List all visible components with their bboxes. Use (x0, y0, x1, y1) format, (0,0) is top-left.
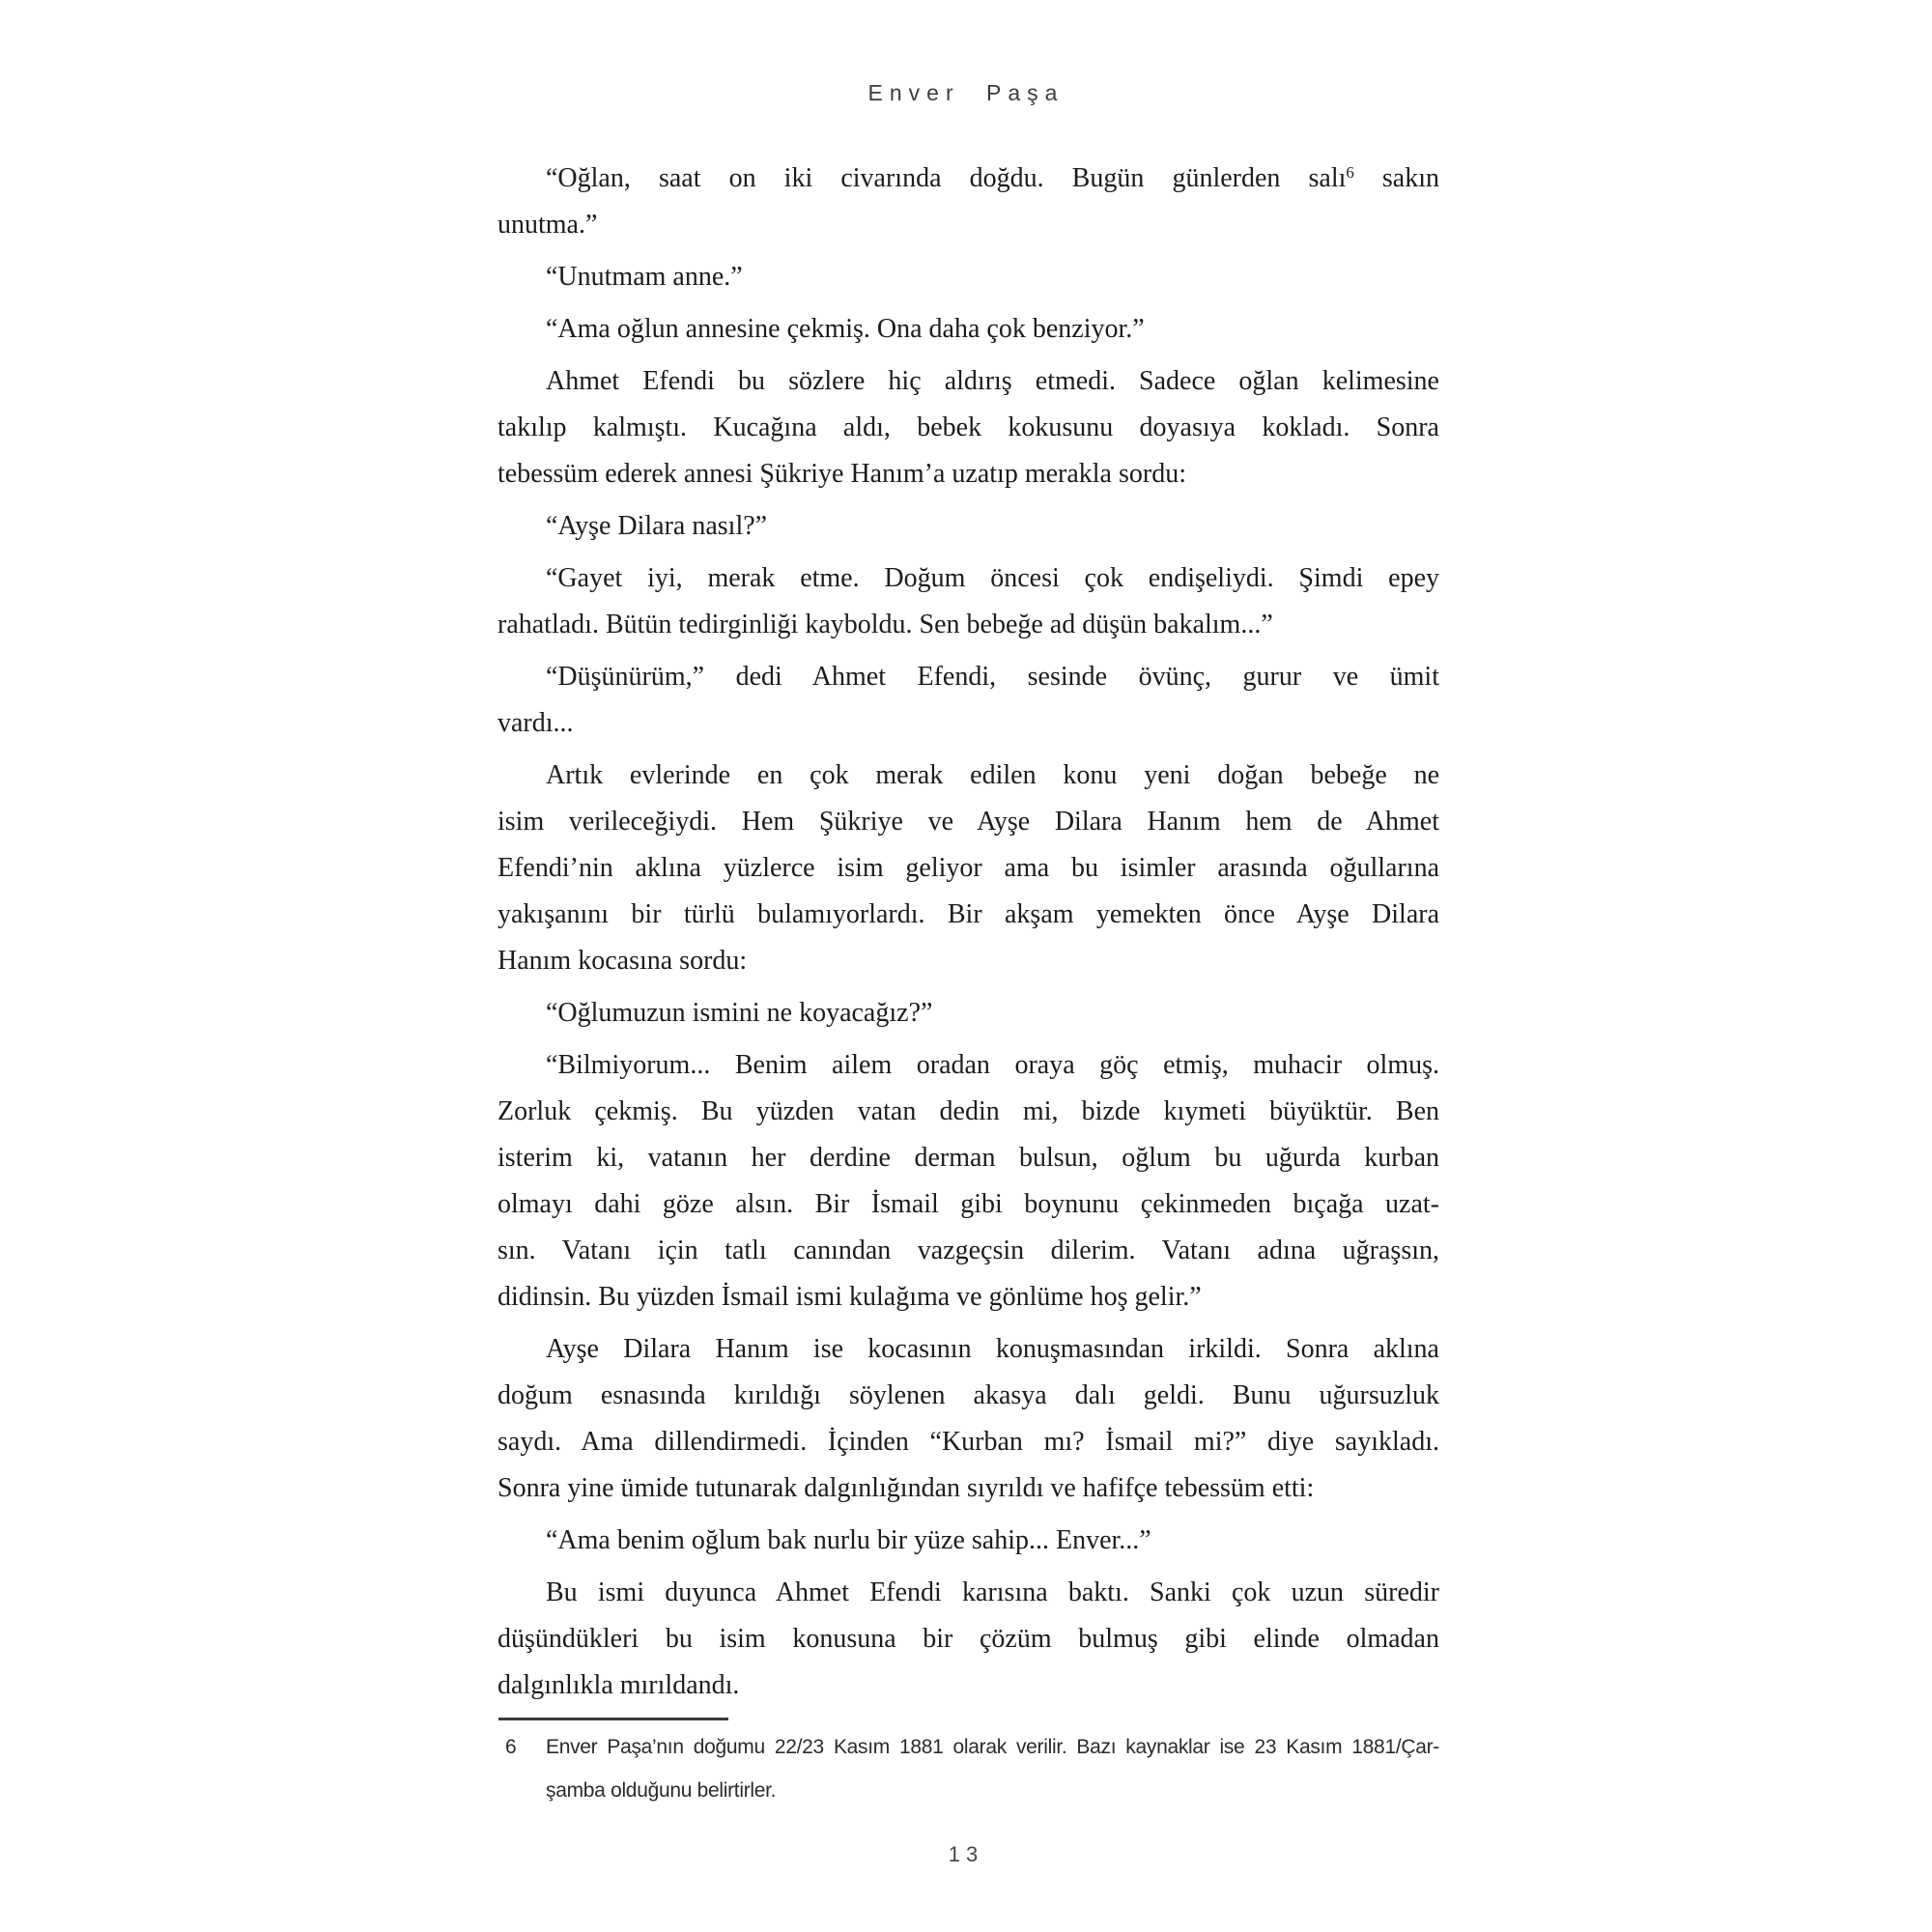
body-line: Sonra yine ümide tutunarak dalgınlığından sıyrıldı ve hafifçe tebessüm etti: (497, 1473, 1315, 1503)
paragraph (497, 1518, 1439, 1564)
body-line: didinsin. Bu yüzden İsmail ismi kulağıma ve gönlüme hoş gelir.” (497, 1282, 1202, 1312)
paragraph (497, 1042, 1439, 1321)
paragraph (497, 156, 1439, 248)
body-line: doğum esnasında kırıldığı söylenen akasya dalı geldi. Bunu uğursuzluk (497, 1380, 1439, 1410)
footnote (497, 1725, 1439, 1812)
body-line: isim verileceğiydi. Hem Şükriye ve Ayşe Dilara Hanım hem de Ahmet (497, 807, 1439, 837)
body-line: vardı... (497, 708, 574, 738)
body-line: “Oğlumuzun ismini ne koyacağız?” (546, 998, 933, 1028)
footnote-separator (498, 1718, 728, 1720)
body-text (497, 156, 1439, 1709)
running-header: Enver Paşa (867, 80, 1065, 105)
body-line: Ahmet Efendi bu sözlere hiç aldırış etmedi. Sadece oğlan kelimesine (546, 366, 1439, 396)
body-line: “Gayet iyi, merak etme. Doğum öncesi çok endişeliydi. Şimdi epey (546, 563, 1439, 593)
paragraph (497, 555, 1439, 648)
body-line: “Ayşe Dilara nasıl?” (546, 511, 768, 541)
paragraph (497, 358, 1439, 497)
footnote-text (546, 1725, 1439, 1812)
paragraph (497, 503, 1439, 550)
body-line: düşündükleri bu isim konusuna bir çözüm bulmuş gibi elinde olmadan (497, 1624, 1439, 1654)
paragraph (497, 990, 1439, 1037)
body-line: saydı. Ama dillendirmedi. İçinden “Kurban mı? İsmail mi?” diye sayıkladı. (497, 1427, 1439, 1457)
body-line: “Ama oğlun annesine çekmiş. Ona daha çok benziyor.” (546, 314, 1145, 344)
body-line: “Oğlan, saat on iki civarında doğdu. Bugün günlerden salı$^6$ sakın (546, 162, 1439, 193)
body-line: Zorluk çekmiş. Bu yüzden vatan dedin mi, bizde kıymeti büyüktür. Ben (497, 1096, 1439, 1126)
body-line: Hanım kocasına sordu: (497, 946, 748, 976)
footnote-ref: 6 (1346, 162, 1354, 182)
paragraph (497, 254, 1439, 300)
paragraph (497, 1326, 1439, 1512)
body-line: Artık evlerinde en çok merak edilen konu yeni doğan bebeğe ne (546, 760, 1439, 790)
body-line: tebessüm ederek annesi Şükriye Hanım’a uzatıp merakla sordu: (497, 459, 1186, 489)
paragraph (497, 753, 1439, 984)
body-line: takılıp kalmıştı. Kucağına aldı, bebek kokusunu doyasıya kokladı. Sonra (497, 412, 1439, 442)
body-line: Ayşe Dilara Hanım ise kocasının konuşmasından irkildi. Sonra aklına (546, 1334, 1439, 1364)
body-line: Bu ismi duyunca Ahmet Efendi karısına baktı. Sanki çok uzun süredir (546, 1577, 1439, 1607)
body-line: unutma.” (497, 210, 598, 240)
paragraph (497, 654, 1439, 747)
paragraph (497, 306, 1439, 353)
body-line: “Unutmam anne.” (546, 262, 743, 292)
body-line: isterim ki, vatanın her derdine derman bulsun, oğlum bu uğurda kurban (497, 1143, 1439, 1173)
page-number: 13 (948, 1842, 984, 1866)
body-line: yakışanını bir türlü bulamıyorlardı. Bir akşam yemekten önce Ayşe Dilara (497, 899, 1439, 929)
body-line: “Bilmiyorum... Benim ailem oradan oraya göç etmiş, muhacir olmuş. (546, 1050, 1439, 1080)
footnote-line: Enver Paşa’nın doğumu 22/23 Kasım 1881 olarak verilir. Bazı kaynaklar ise 23 Kasım 1881/Çar- (546, 1736, 1439, 1758)
body-line: dalgınlıkla mırıldandı. (497, 1670, 740, 1700)
body-line: sın. Vatanı için tatlı canından vazgeçsin dilerim. Vatanı adına uğraşsın, (497, 1236, 1439, 1265)
body-line: olmayı dahi göze alsın. Bir İsmail gibi boynunu çekinmeden bıçağa uzat- (497, 1189, 1439, 1219)
body-line: rahatladı. Bütün tedirginliği kayboldu. Sen bebeğe ad düşün bakalım...” (497, 610, 1273, 639)
footnote-number: 6 (505, 1736, 517, 1758)
body-line: “Ama benim oğlum bak nurlu bir yüze sahip... Enver...” (546, 1525, 1151, 1555)
paragraph (497, 1570, 1439, 1709)
footnote-line: şamba olduğunu belirtirler. (546, 1779, 777, 1802)
body-line: Efendi’nin aklına yüzlerce isim geliyor ama bu isimler arasında oğullarına (497, 853, 1439, 883)
body-line: “Düşünürüm,” dedi Ahmet Efendi, sesinde övünç, gurur ve ümit (546, 662, 1439, 692)
